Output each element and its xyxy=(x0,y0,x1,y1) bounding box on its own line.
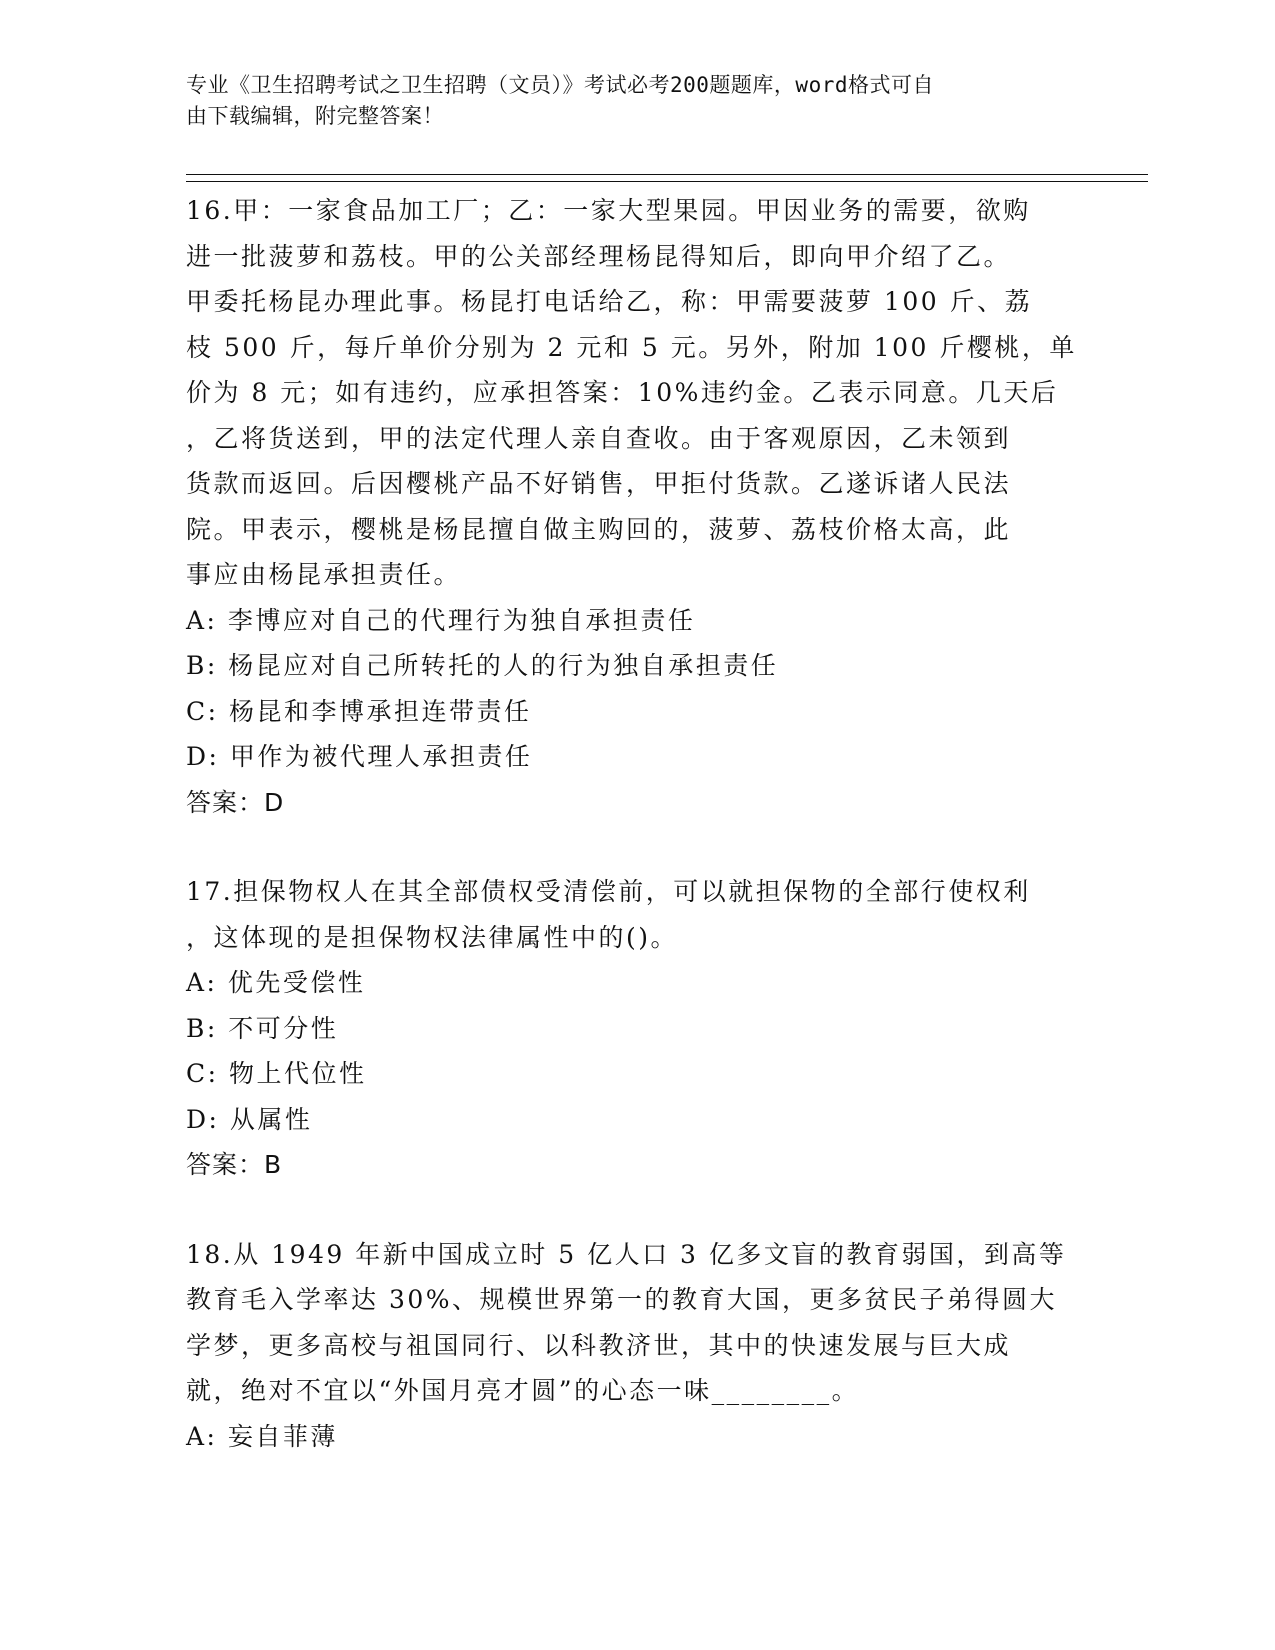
question-stem-line: ，这体现的是担保物权法律属性中的()。 xyxy=(186,922,679,952)
question-stem-line: 16.甲：一家食品加工厂；乙：一家大型果园。甲因业务的需要，欲购 xyxy=(186,196,1031,225)
question-stem-line: 甲委托杨昆办理此事。杨昆打电话给乙，称：甲需要菠萝 100 斤、荔 xyxy=(186,287,1033,316)
option-d: D: 甲作为被代理人承担责任 xyxy=(186,742,533,771)
question-stem-line: 17.担保物权人在其全部债权受清偿前，可以就担保物的全部行使权利 xyxy=(186,877,1031,906)
question-stem-line: 进一批菠萝和荔枝。甲的公关部经理杨昆得知后，即向甲介绍了乙。 xyxy=(186,241,1012,271)
question-stem-line: 价为 8 元；如有违约，应承担答案：10%违约金。乙表示同意。几天后 xyxy=(186,378,1059,407)
header-line-1: 专业《卫生招聘考试之卫生招聘（文员）》考试必考200题题库，word格式可自 xyxy=(186,73,934,97)
option-a: A: 李博应对自己的代理行为独自承担责任 xyxy=(186,605,696,635)
question-stem-line: 院。甲表示，樱桃是杨昆擅自做主购回的，菠萝、荔枝价格太高，此 xyxy=(186,514,1012,544)
question-stem-line: ，乙将货送到，甲的法定代理人亲自查收。由于客观原因，乙未领到 xyxy=(186,423,1012,453)
option-a: A: 优先受偿性 xyxy=(186,968,366,997)
header-line-2: 由下载编辑，附完整答案！ xyxy=(186,104,444,128)
question-18 xyxy=(186,1232,1086,1460)
option-c: C: 杨昆和李博承担连带责任 xyxy=(186,696,532,726)
header-rule-bottom xyxy=(186,181,1148,182)
option-b: B: 杨昆应对自己所转托的人的行为独自承担责任 xyxy=(186,651,779,680)
question-17 xyxy=(186,869,1086,1188)
option-d: D: 从属性 xyxy=(186,1104,313,1134)
question-16 xyxy=(186,188,1086,825)
question-stem-line: 学梦，更多高校与祖国同行、以科教济世，其中的快速发展与巨大成 xyxy=(186,1330,1012,1360)
question-list xyxy=(186,188,1086,1503)
document-header xyxy=(186,70,1066,132)
question-stem-line: 事应由杨昆承担责任。 xyxy=(186,560,462,589)
option-a: A: 妄自菲薄 xyxy=(186,1421,338,1451)
question-stem-line: 就，绝对不宜以“外国月亮才圆”的心态一味________。 xyxy=(186,1376,860,1405)
question-stem-line: 教育毛入学率达 30%、规模世界第一的教育大国，更多贫民子弟得圆大 xyxy=(186,1285,1058,1314)
option-c: C: 物上代位性 xyxy=(186,1059,367,1088)
question-stem-line: 枝 500 斤，每斤单价分别为 2 元和 5 元。另外，附加 100 斤樱桃，单 xyxy=(186,332,1077,362)
option-b: B: 不可分性 xyxy=(186,1013,339,1043)
question-stem-line: 货款而返回。后因樱桃产品不好销售，甲拒付货款。乙遂诉诸人民法 xyxy=(186,469,1012,498)
answer-line: 答案：D xyxy=(186,787,285,817)
header-rule-top xyxy=(186,174,1148,175)
question-stem-line: 18.从 1949 年新中国成立时 5 亿人口 3 亿多文盲的教育弱国，到高等 xyxy=(186,1239,1067,1269)
answer-line: 答案：B xyxy=(186,1150,283,1179)
